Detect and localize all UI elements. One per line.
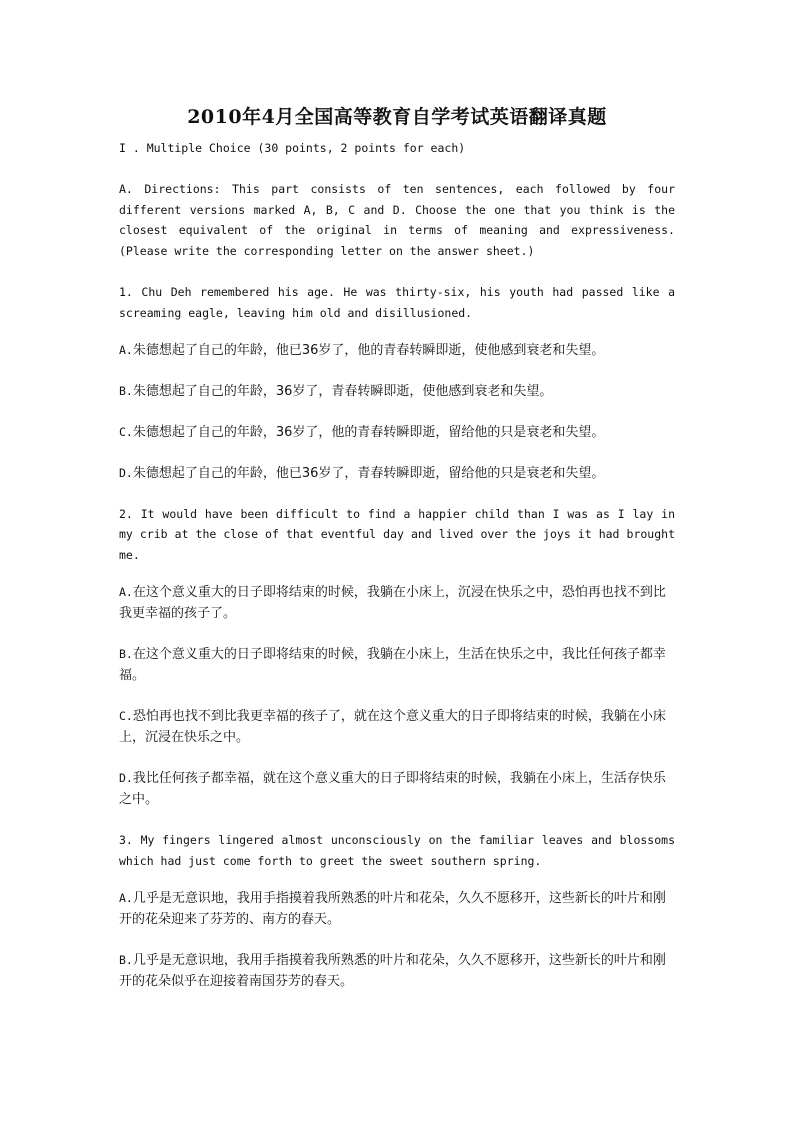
option-text: 朱德想起了自己的年龄，他已36岁了，青春转瞬即逝，留给他的只是衰老和失望。 <box>132 465 605 481</box>
question-text: 3. My fingers lingered almost unconsciously on the familiar leaves and blossoms which had just come forth to greet the sweet southern spring. <box>119 832 675 868</box>
answer-option <box>119 950 675 992</box>
option-text: 在这个意义重大的日子即将结束的时候，我躺在小床上，生活在快乐之中，我比任何孩子都幸福。 <box>119 646 666 683</box>
option-text: 恐怕再也找不到比我更幸福的孩子了，就在这个意义重大的日子即将结束的时候，我躺在小床上，沉浸在快乐之中。 <box>119 708 666 745</box>
option-text: 朱德想起了自己的年龄，36岁了，青春转瞬即逝，使他感到衰老和失望。 <box>132 383 553 399</box>
answer-option <box>119 340 675 361</box>
answer-option <box>119 422 675 443</box>
question-block <box>119 282 675 484</box>
option-letter: D. <box>119 770 133 785</box>
option-letter: B. <box>119 646 133 661</box>
document-page <box>119 102 675 1012</box>
answer-option <box>119 888 675 930</box>
question-block <box>119 504 675 810</box>
option-letter: B. <box>119 383 133 398</box>
option-text: 在这个意义重大的日子即将结束的时候，我躺在小床上，沉浸在快乐之中，恐怕再也找不到比我更幸福的孩子了。 <box>119 584 666 621</box>
answer-option <box>119 463 675 484</box>
question-text: 2. It would have been difficult to find a happier child than I was as I lay in my crib at the close of that eventful day and lived over the joys it had brought me. <box>119 506 675 563</box>
section-heading: I . Multiple Choice (30 points, 2 points for each) <box>119 141 466 155</box>
document-title: 2010年4月全国高等教育自学考试英语翻译真题 <box>187 106 607 128</box>
option-text: 几乎是无意识地，我用手指摸着我所熟悉的叶片和花朵，久久不愿移开，这些新长的叶片和刚开的花朵似乎在迎接着南国芬芳的春天。 <box>119 952 666 989</box>
option-text: 几乎是无意识地，我用手指摸着我所熟悉的叶片和花朵，久久不愿移开，这些新长的叶片和刚开的花朵迎来了芬芳的、南方的春天。 <box>119 890 666 927</box>
option-letter: C. <box>119 708 133 723</box>
answer-option <box>119 381 675 402</box>
answer-option <box>119 768 675 810</box>
question-block <box>119 830 675 992</box>
option-text: 朱德想起了自己的年龄，他已36岁了，他的青春转瞬即逝，使他感到衰老和失望。 <box>132 342 605 358</box>
directions-paragraph: A. Directions: This part consists of ten sentences, each followed by four different versions marked A, B, C and D. Choose the one that you think is the closest equivalent of the original in terms of meaning and expressiveness. (Please write the corresponding letter on the answer sheet.) <box>119 181 675 259</box>
option-text: 朱德想起了自己的年龄，36岁了，他的青春转瞬即逝，留给他的只是衰老和失望。 <box>132 424 605 440</box>
option-letter: B. <box>119 952 133 967</box>
option-letter: C. <box>119 424 133 439</box>
question-text: 1. Chu Deh remembered his age. He was thirty-six, his youth had passed like a screaming eagle, leaving him old and disillusioned. <box>119 284 675 320</box>
option-text: 我比任何孩子都幸福，就在这个意义重大的日子即将结束的时候，我躺在小床上，生活存快乐之中。 <box>119 770 666 807</box>
option-letter: A. <box>119 584 133 599</box>
answer-option <box>119 582 675 624</box>
option-letter: A. <box>119 342 133 357</box>
answer-option <box>119 706 675 748</box>
option-letter: D. <box>119 465 133 480</box>
answer-option <box>119 644 675 686</box>
option-letter: A. <box>119 890 133 905</box>
